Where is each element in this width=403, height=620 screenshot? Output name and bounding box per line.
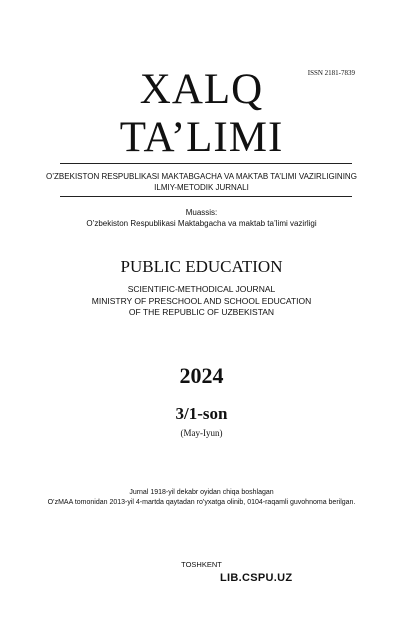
divider-bottom [60, 196, 352, 197]
english-subtitle-line2: MINISTRY OF PRESCHOOL AND SCHOOL EDUCATION [91, 295, 312, 306]
issue-number: 3/1-son [175, 404, 228, 423]
journal-title-line2: TA’LIMI [119, 114, 284, 161]
founder-label: Muassis: [185, 208, 218, 217]
publisher-line1: O’ZBEKISTON RESPUBLIKASI MAKTABGACHA VA MAKTAB TA’LIMI VAZIRLIGINING [46, 172, 357, 181]
note-line2: O’zMAA tomonidan 2013-yil 4-martda qaytadan ro’yxatga olinib, 0104-raqamli guvohnoma berilgan. [47, 499, 356, 506]
publication-year: 2024 [179, 363, 224, 388]
note-line1: Jurnal 1918-yil dekabr oyidan chiqa boshlagan [129, 489, 274, 496]
city-name: TOSHKENT [181, 560, 222, 569]
library-watermark: LIB.CSPU.UZ [220, 572, 293, 584]
english-subtitle-line3: OF THE REPUBLIC OF UZBEKISTAN [128, 307, 275, 317]
founder-block [0, 207, 403, 229]
issue-months: (May-Iyun) [180, 428, 223, 438]
founder-name: O’zbekiston Respublikasi Maktabgacha va maktab ta’limi vazirligi [86, 219, 317, 228]
journal-title-line1: XALQ [139, 66, 264, 113]
issn-number: ISSN 2181-7839 [307, 69, 355, 77]
publisher-line2: ILMIY-METODIK JURNALI [154, 183, 249, 192]
registration-notes [0, 488, 403, 508]
english-subtitle-line1: SCIENTIFIC-METHODICAL JOURNAL [127, 284, 276, 294]
divider-top [60, 163, 352, 164]
publisher-block [0, 171, 403, 193]
english-subtitle-block [0, 284, 403, 319]
english-title: PUBLIC EDUCATION [120, 257, 283, 276]
